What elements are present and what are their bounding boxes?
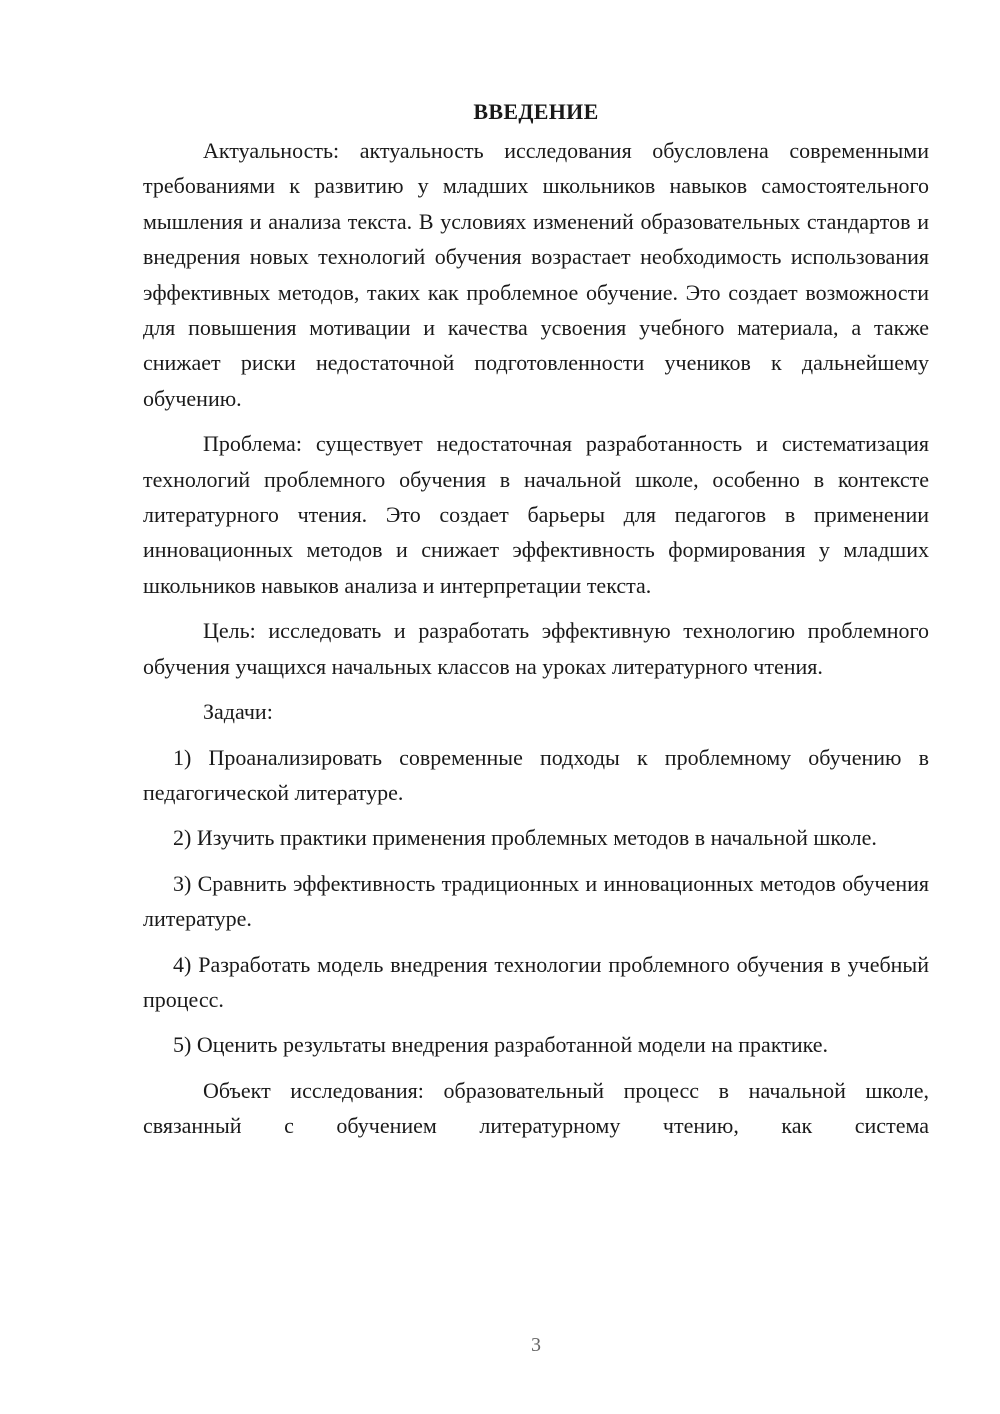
tasks-label: Задачи:	[203, 699, 273, 725]
paragraph-object: Объект исследования: образовательный процесс в начальной школе, связанный с обучением литературному чтению, как система	[143, 1077, 929, 1139]
paragraph-goal: Цель: исследовать и разработать эффективную технологию проблемного обучения учащихся начальных классов на уроках литературного чтения.	[143, 618, 929, 679]
task-item: 1) Проанализировать современные подходы к проблемному обучению в педагогической литературе.	[143, 744, 929, 805]
task-item: 3) Сравнить эффективность традиционных и инновационных методов обучения литературе.	[143, 870, 929, 932]
document-heading: ВВЕДЕНИЕ	[473, 99, 599, 124]
paragraph-relevance: Актуальность: актуальность исследования обусловлена современными требованиями к развитию у младших школьников навыков самостоятельного мышления и анализа текста. В условиях изменений образовательных стандартов и внедрения новых технологий обучения возрастает необходимость использования эффективных методов, таких как проблемное обучение. Это создает возможности для повышения мотивации и качества усвоения учебного материала, а также снижает риски недостаточной подготовленности учеников к дальнейшему обучению.	[143, 138, 929, 411]
task-item: 4) Разработать модель внедрения технологии проблемного обучения в учебный процесс.	[143, 951, 929, 1012]
task-item: 5) Оценить результаты внедрения разработанной модели на практике.	[173, 1032, 829, 1058]
task-item: 2) Изучить практики применения проблемных методов в начальной школе.	[173, 825, 877, 851]
page-number: 3	[531, 1334, 541, 1356]
document-page	[143, 94, 929, 1154]
paragraph-problem: Проблема: существует недостаточная разработанность и систематизация технологий проблемного обучения в начальной школе, особенно в контексте литературного чтения. Это создает барьеры для педагогов в применении инновационных методов и снижает эффективность формирования у младших школьников навыков анализа и интерпретации текста.	[143, 431, 929, 598]
